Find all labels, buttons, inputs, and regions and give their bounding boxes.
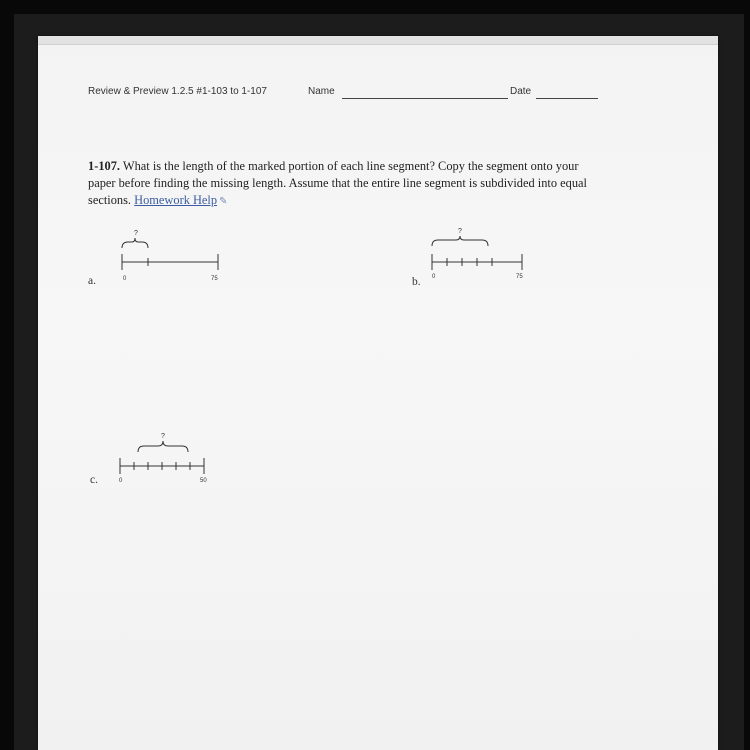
homework-help-link[interactable]: Homework Help <box>134 193 218 207</box>
date-label: Date <box>510 86 532 97</box>
name-field-line <box>342 98 508 99</box>
segment-b-brace <box>432 236 488 246</box>
segment-a-label: a. <box>88 275 96 287</box>
segment-a-end-label: 75 <box>211 276 218 282</box>
segment-b-question-mark: ? <box>458 228 462 235</box>
segment-c-question-mark: ? <box>161 433 165 440</box>
header-title: Review & Preview 1.2.5 #1-103 to 1-107 <box>88 86 267 97</box>
segment-a-diagram <box>108 228 218 290</box>
segment-b-label: b. <box>412 276 421 288</box>
segment-b-start-label: 0 <box>432 274 436 280</box>
segment-c-start-label: 0 <box>119 478 123 484</box>
segment-b-end-label: 75 <box>516 274 523 280</box>
date-field-line <box>536 98 598 99</box>
page-header <box>88 86 668 102</box>
pencil-icon[interactable]: ✎ <box>219 196 228 207</box>
name-label: Name <box>308 86 335 97</box>
segment-a-question-mark: ? <box>134 230 138 237</box>
segment-a-start-label: 0 <box>123 276 127 282</box>
segment-b-diagram <box>420 226 530 288</box>
segment-c-label: c. <box>90 474 98 486</box>
segment-c-diagram <box>108 430 218 492</box>
document-page <box>38 36 718 750</box>
screen-bezel <box>14 14 744 750</box>
problem-1-107 <box>88 158 588 210</box>
problem-number: 1-107. <box>88 159 121 173</box>
segment-c-end-label: 50 <box>200 478 207 484</box>
problem-text: What is the length of the marked portion of each line segment? Copy the segment onto your paper before finding the missing length. Assume that the entire line segment is subdivided into equal sections. <box>88 159 587 207</box>
page-top-strip <box>38 36 718 45</box>
segment-c-brace <box>138 441 188 452</box>
segment-a-brace <box>122 238 148 248</box>
